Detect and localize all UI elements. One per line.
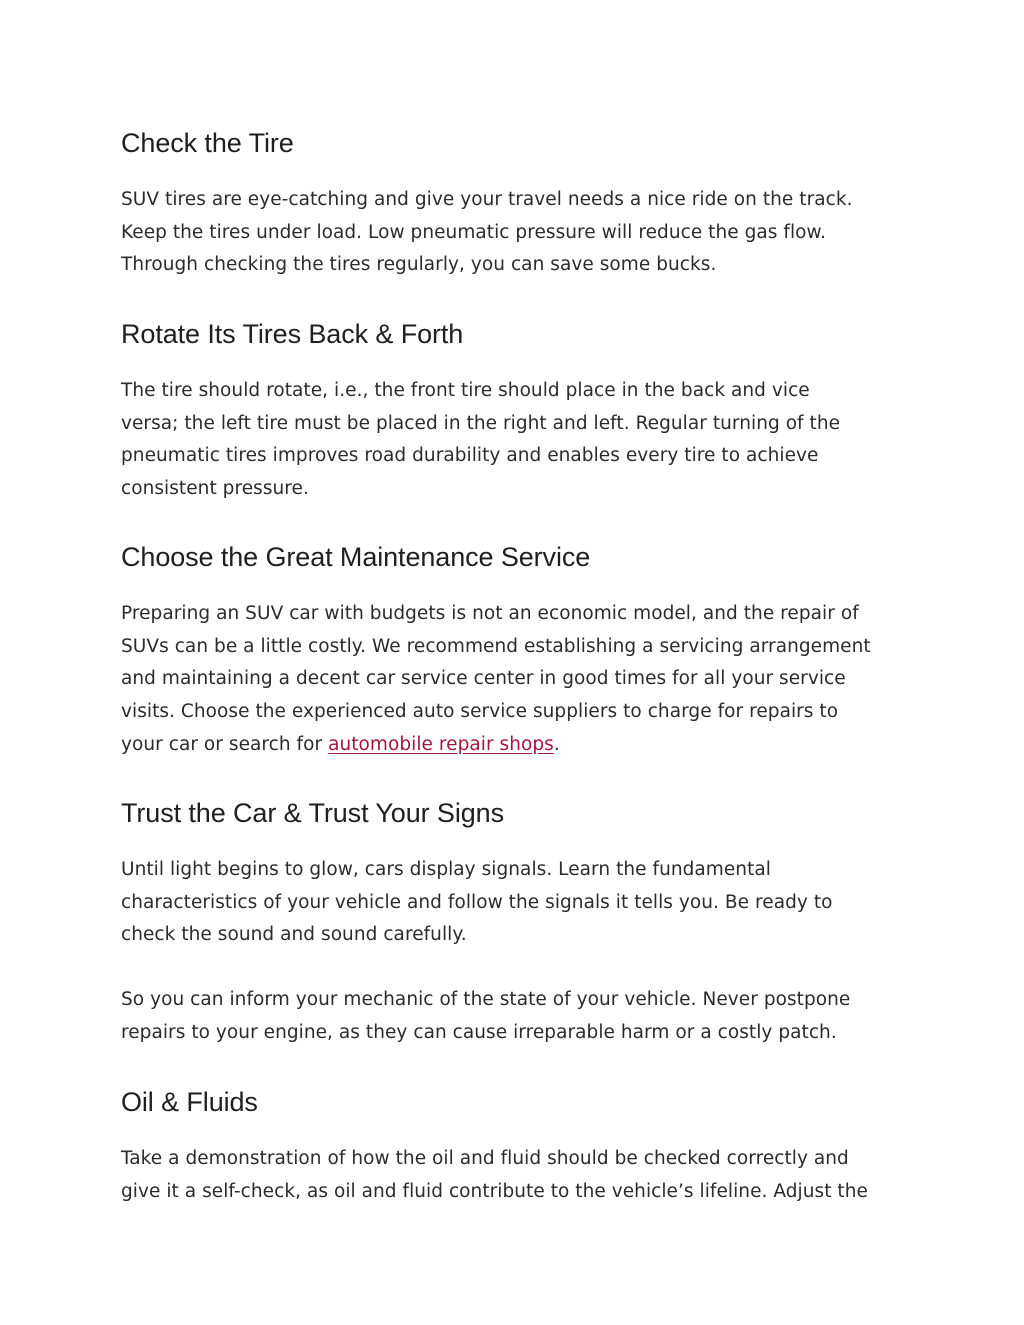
section-heading: Oil & Fluids (121, 1087, 258, 1117)
paragraph-line: characteristics of your vehicle and follow the signals it tells you. Be ready to (121, 891, 833, 913)
paragraph-line: give it a self-check, as oil and fluid contribute to the vehicle’s lifeline. Adjust the (121, 1180, 868, 1202)
paragraph-line: SUVs can be a little costly. We recommend establishing a servicing arrangement (121, 635, 871, 657)
section-paragraph (121, 598, 921, 762)
paragraph-line: check the sound and sound carefully. (121, 924, 467, 946)
paragraph-line: Until light begins to glow, cars display signals. Learn the fundamental (121, 859, 771, 880)
section-rotate-tires (121, 318, 921, 500)
paragraph-line-with-link (121, 729, 921, 762)
paragraph-line: and maintaining a decent car service center in good times for all your service (121, 668, 846, 690)
paragraph-line: So you can inform your mechanic of the state of your vehicle. Never postpone (121, 989, 851, 1010)
section-paragraph (121, 984, 921, 1049)
automobile-repair-shops-link[interactable]: automobile repair shops (328, 733, 554, 755)
paragraph-line: SUV tires are eye-catching and give your travel needs a nice ride on the track. (121, 189, 853, 210)
paragraph-line: visits. Choose the experienced auto service suppliers to charge for repairs to (121, 701, 839, 723)
section-paragraph (121, 1143, 921, 1208)
section-heading: Choose the Great Maintenance Service (121, 542, 591, 572)
paragraph-line: Take a demonstration of how the oil and fluid should be checked correctly and (121, 1148, 849, 1169)
paragraph-line: Through checking the tires regularly, you can save some bucks. (121, 254, 717, 276)
line-suffix: . (553, 733, 560, 755)
section-heading: Check the Tire (121, 128, 294, 158)
section-trust-the-car (121, 797, 921, 1043)
paragraph-line: Preparing an SUV car with budgets is not an economic model, and the repair of (121, 603, 859, 624)
section-check-the-tire (121, 127, 921, 276)
section-paragraph (121, 854, 921, 952)
paragraph-line: consistent pressure. (121, 478, 309, 500)
section-oil-fluids (121, 1086, 921, 1202)
section-paragraph (121, 184, 921, 282)
section-paragraph (121, 375, 921, 506)
paragraph-line: The tire should rotate, i.e., the front tire should place in the back and vice (121, 380, 810, 401)
paragraph-line: versa; the left tire must be placed in the right and left. Regular turning of the (121, 412, 841, 434)
paragraph-line: Keep the tires under load. Low pneumatic pressure will reduce the gas flow. (121, 221, 826, 243)
section-heading: Trust the Car & Trust Your Signs (121, 798, 504, 828)
paragraph-line: repairs to your engine, as they can cause irreparable harm or a costly patch. (121, 1021, 837, 1043)
line-prefix: your car or search for (121, 733, 329, 755)
section-maintenance-service (121, 541, 921, 755)
paragraph-line: pneumatic tires improves road durability and enables every tire to achieve (121, 445, 819, 467)
section-heading: Rotate Its Tires Back & Forth (121, 319, 464, 349)
